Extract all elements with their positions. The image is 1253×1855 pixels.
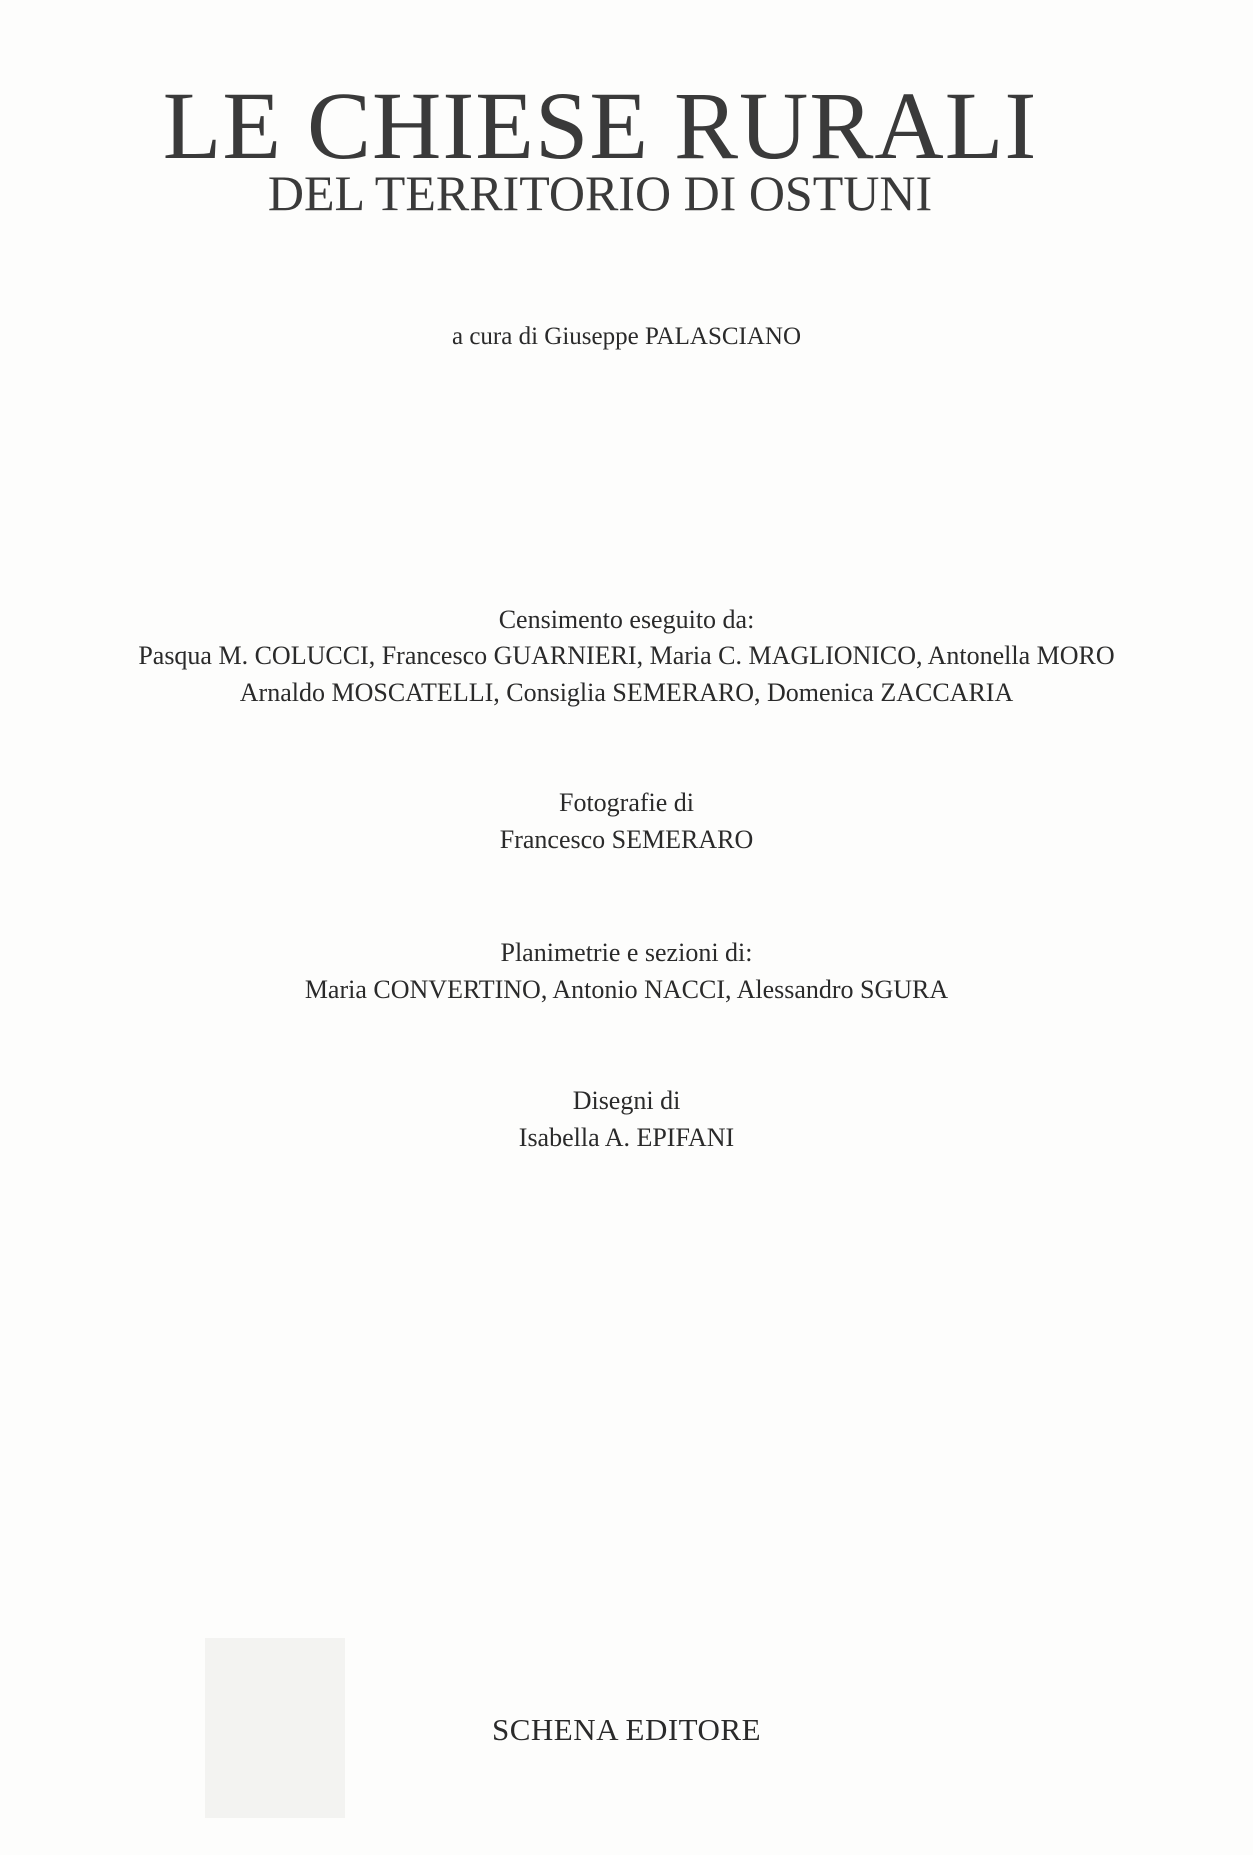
curator-line: a cura di Giuseppe PALASCIANO <box>451 323 802 350</box>
book-title: LE CHIESE RURALI <box>162 72 1038 179</box>
drawings-names: Isabella A. EPIFANI <box>518 1123 735 1152</box>
census-names-line-1: Pasqua M. COLUCCI, Francesco GUARNIERI, Maria C. MAGLIONICO, Antonella MORO <box>138 641 1115 670</box>
plans-names: Maria CONVERTINO, Antonio NACCI, Alessandro SGURA <box>304 975 949 1004</box>
publisher-name: SCHENA EDITORE <box>491 1712 762 1747</box>
plans-label: Planimetrie e sezioni di: <box>500 938 753 967</box>
drawings-label: Disegni di <box>572 1086 681 1115</box>
book-subtitle: DEL TERRITORIO DI OSTUNI <box>267 165 933 221</box>
census-label: Censimento eseguito da: <box>498 605 755 634</box>
photos-label: Fotografie di <box>558 788 695 817</box>
photos-names: Francesco SEMERARO <box>499 825 754 854</box>
census-names-line-2: Arnaldo MOSCATELLI, Consiglia SEMERARO, Domenica ZACCARIA <box>239 678 1014 707</box>
